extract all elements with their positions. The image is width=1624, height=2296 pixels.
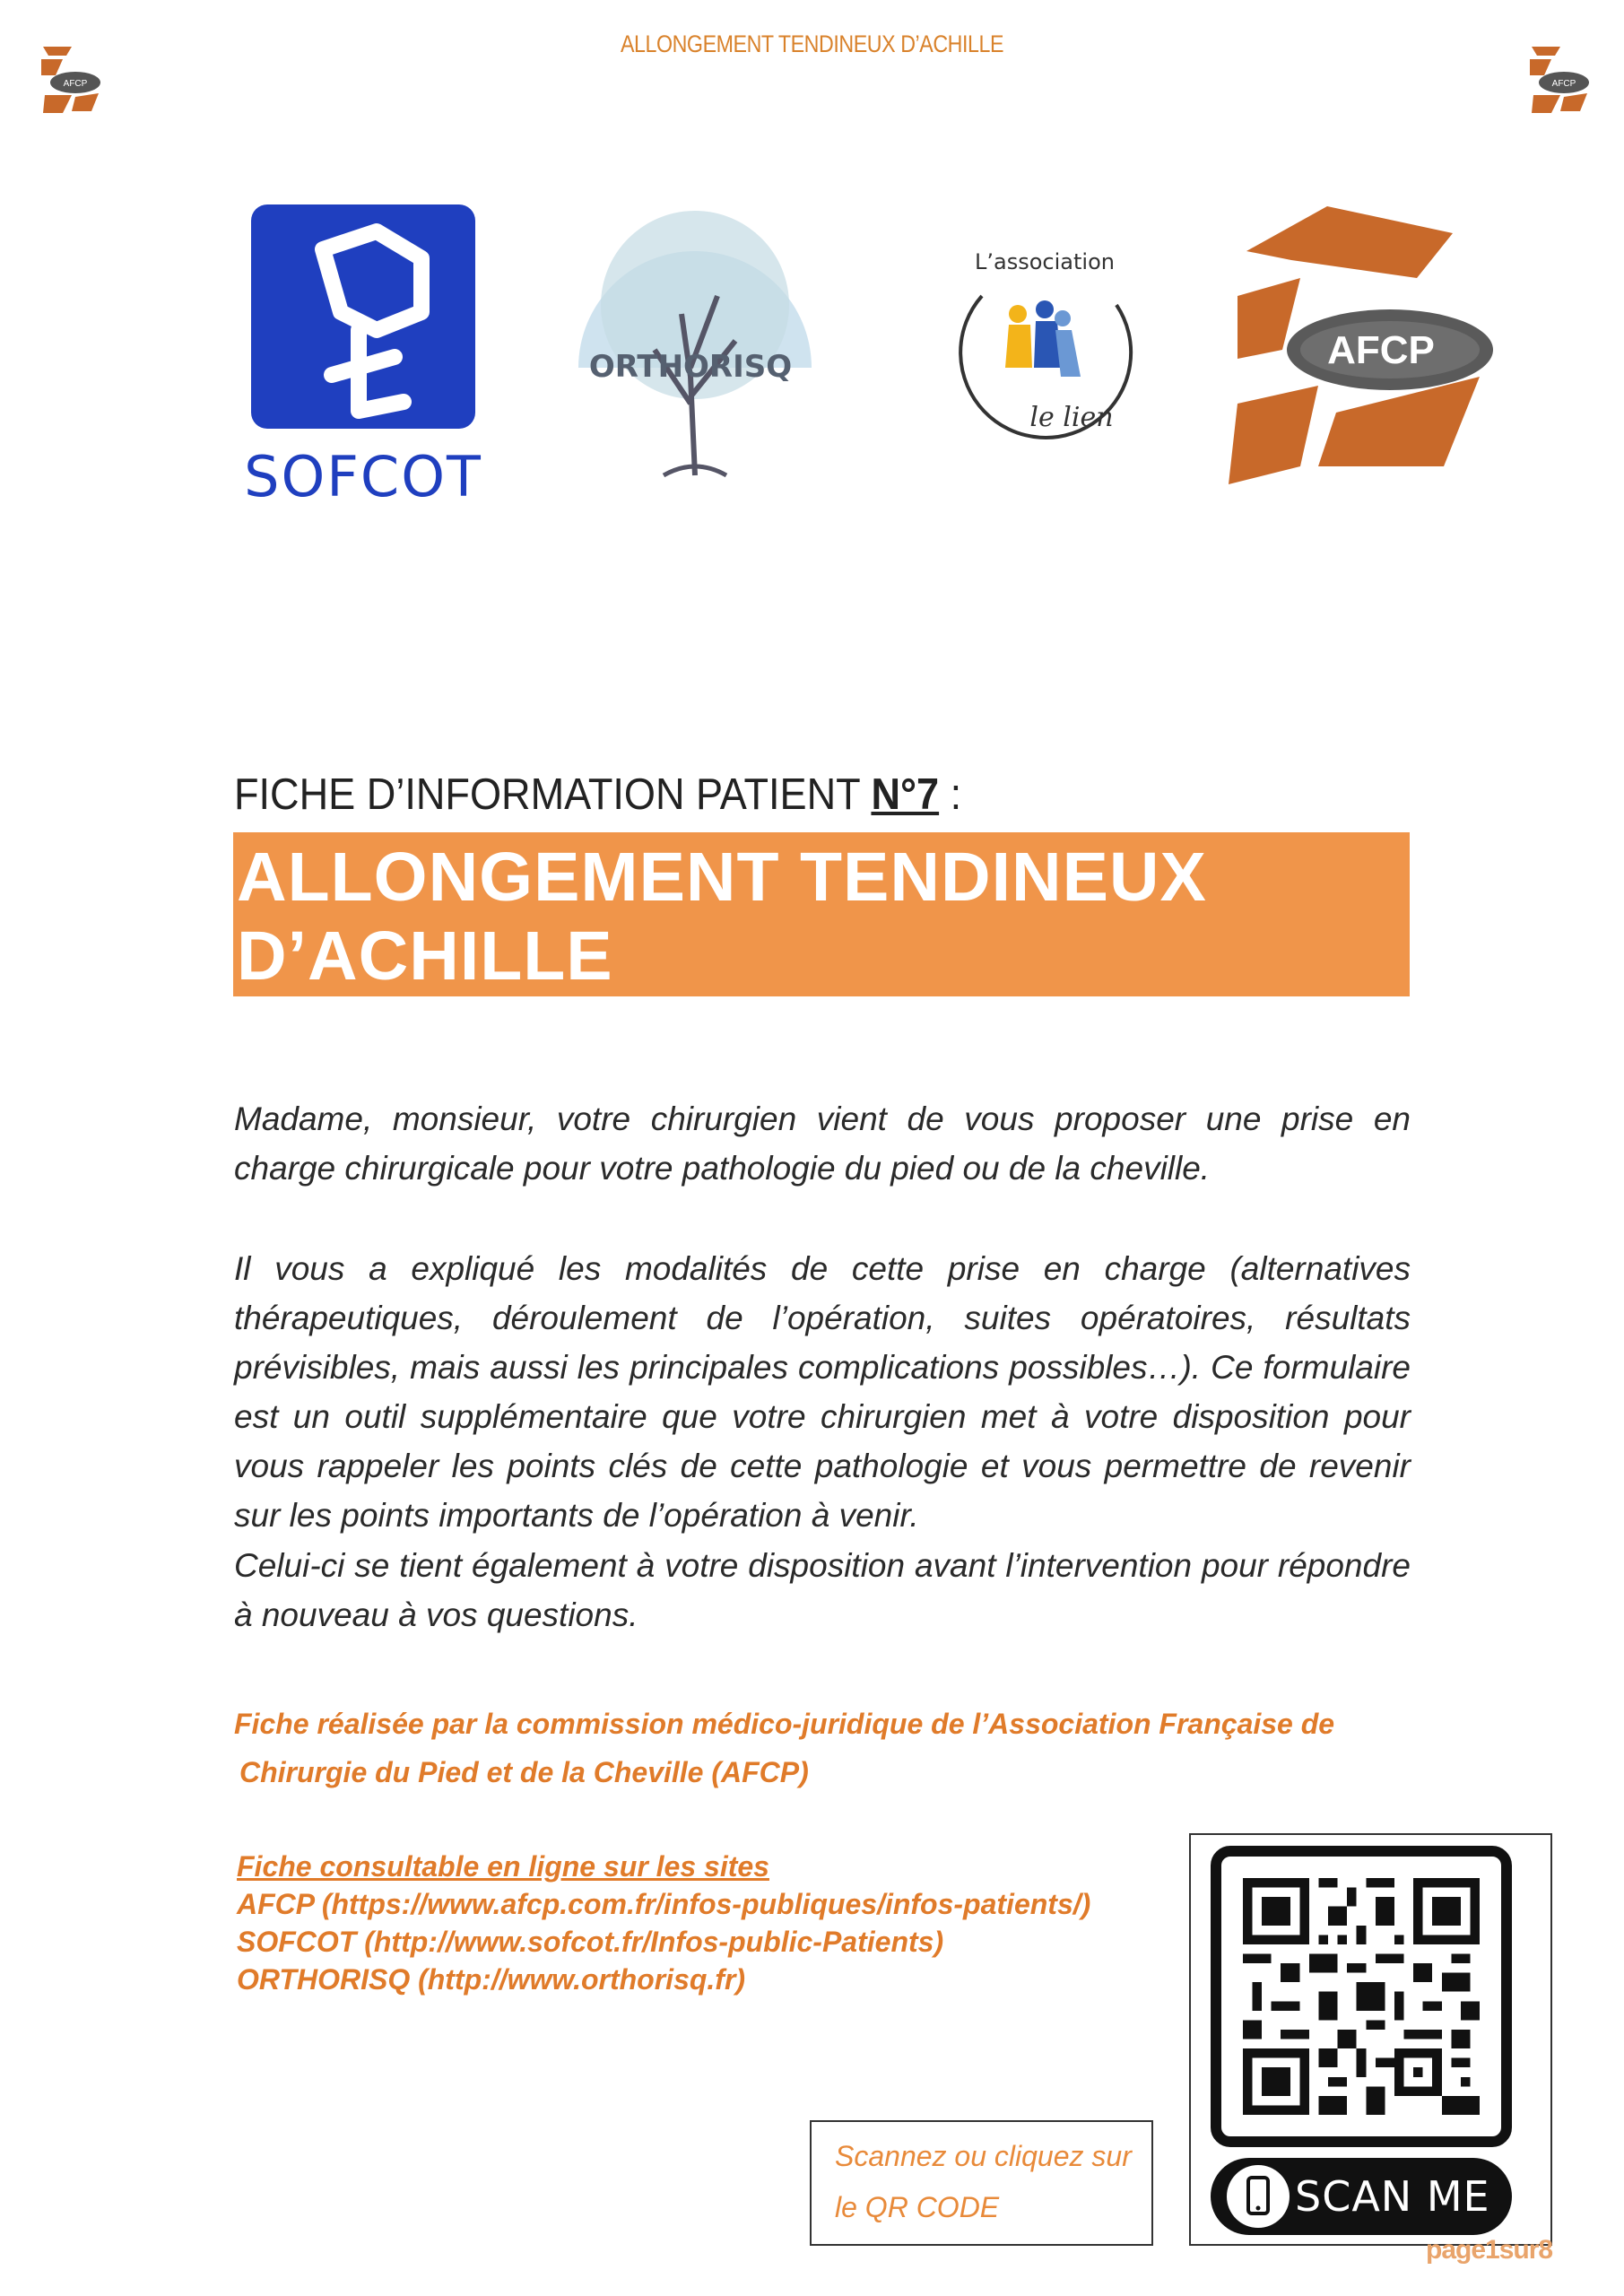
scan-me-label: SCAN ME <box>1295 2172 1490 2221</box>
credits-line1: Fiche réalisée par la commission médico-juridique de l’Association Française de <box>234 1708 1335 1740</box>
sofcot-text: SOFCOT <box>244 444 482 509</box>
orthorisq-text: ORTHORISQ <box>588 349 793 385</box>
fiche-title-prefix: FICHE D’INFORMATION PATIENT <box>234 770 872 819</box>
corner-logo-text: AFCP <box>63 79 88 89</box>
main-title <box>237 838 1403 996</box>
svg-text:AFCP: AFCP <box>1551 79 1576 89</box>
closing-paragraph: Celui-ci se tient également à votre disposition avant l’intervention pour répondre à nouveau à vos questions. <box>234 1547 1411 1633</box>
lien-bottom-text: le lien <box>1029 402 1114 433</box>
afcp-corner-logo-right <box>1524 43 1593 120</box>
main-title-line1: ALLONGEMENT TENDINEUX <box>237 839 1207 916</box>
scan-hint-box <box>810 2120 1153 2246</box>
scan-me-button[interactable] <box>1211 2158 1512 2235</box>
le-lien-logo <box>946 242 1143 448</box>
phone-icon <box>1227 2165 1290 2228</box>
fiche-number: N°7 <box>871 770 940 819</box>
scan-hint-line1: Scannez ou cliquez sur <box>835 2140 1132 2172</box>
lien-top-text: L’association <box>975 249 1115 274</box>
fiche-title <box>234 770 961 820</box>
sites-heading: Fiche consultable en ligne sur les sites <box>237 1850 769 1883</box>
intro-paragraph: Madame, monsieur, votre chirurgien vient de vous proposer une prise en charge chirurgicale pour votre pathologie du pied ou de la cheville. <box>234 1100 1411 1187</box>
sites-list <box>237 1848 1090 1998</box>
site-link-afcp[interactable]: AFCP (https://www.afcp.com.fr/infos-publiques/infos-patients/) <box>237 1888 1091 1920</box>
orthorisq-logo <box>556 188 834 484</box>
fiche-title-suffix: : <box>939 770 962 819</box>
afcp-logo <box>1220 197 1498 493</box>
afcp-corner-logo-left <box>36 43 104 120</box>
site-link-orthorisq[interactable]: ORTHORISQ (http://www.orthorisq.fr) <box>237 1963 746 1996</box>
afcp-text: AFCP <box>1327 328 1435 372</box>
scan-hint-line2: le QR CODE <box>835 2191 1000 2223</box>
site-link-sofcot[interactable]: SOFCOT (http://www.sofcot.fr/Infos-public-Patients) <box>237 1926 944 1958</box>
credits <box>234 1700 1427 1796</box>
page-number: page1sur8 <box>1426 2235 1553 2265</box>
sofcot-logo <box>224 196 493 518</box>
qr-code[interactable] <box>1243 1878 1480 2115</box>
running-header: ALLONGEMENT TENDINEUX D’ACHILLE <box>620 30 1004 57</box>
explanation-paragraph: Il vous a expliqué les modalités de cette prise en charge (alternatives thérapeutiques, déroulement de l’opération, suites opératoires, résultats prévisibles, mais aussi les principales complications possibles…). Ce formulaire est un outil supplémentaire que votre chirurgien met à votre disposition pour vous rappeler les points clés de cette pathologie et vous permettre de revenir sur les points importants de l’opération à venir. <box>234 1250 1411 1534</box>
credits-line2: Chirurgie du Pied et de la Cheville (AFCP) <box>239 1756 809 1788</box>
main-title-line2: D’ACHILLE <box>237 918 613 995</box>
